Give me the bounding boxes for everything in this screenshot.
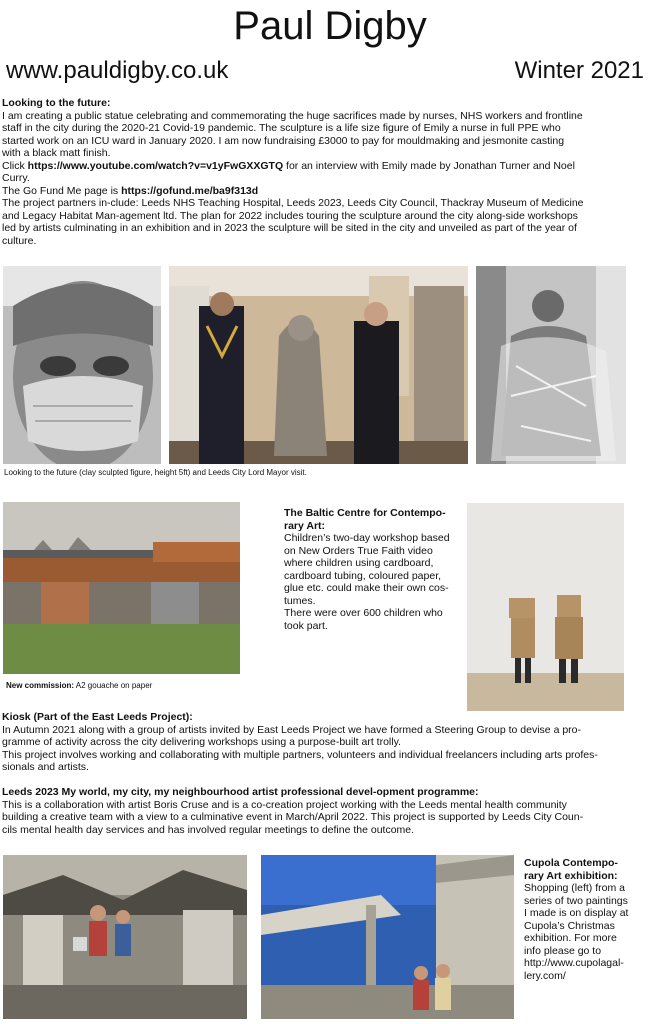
cupola-line: Cupola’s Christmas [524,919,615,932]
baltic-line: on New Orders True Faith video [284,544,433,557]
baltic-line: glue etc. could make their own cos- [284,582,449,594]
sculpture-face-photo [3,266,161,464]
cupola-line: Shopping (left) from a [524,882,625,894]
baltic-line: Children’s two-day workshop based [284,532,450,544]
future-section [2,97,652,247]
partners-line: and Legacy Habitat Man-agement ltd. The plan for 2022 includes touring the sculpture around the city along-side workshops [2,209,578,222]
gofund-link[interactable]: https://gofund.me/ba9f313d [121,184,259,197]
wrapped-sculpture-photo [476,266,626,464]
leeds2023-line: This is a collaboration with artist Boris Cruse and is a co-creation project working with the Leeds mental health community [2,798,567,811]
baltic-heading: The Baltic Centre for Contempo- [284,507,446,519]
future-caption: Looking to the future (clay sculpted figure, height 5ft) and Leeds City Lord Mayor visit. [4,468,307,477]
baltic-line: took part. [284,619,328,632]
leeds2023-line: cils mental health day services and has involved regular meetings to define the outcome. [2,823,415,836]
future-heading: Looking to the future: [2,97,111,109]
new-commission-painting [3,502,240,674]
leeds2023-section [2,786,652,836]
baltic-section [284,507,462,632]
future-line: started work on an ICU ward in January 2020. I am now fundraising £3000 to pay for mouldmaking and jesmonite casting [2,134,565,147]
cardboard-costume-photo [467,503,624,711]
future-line: staff in the city during the 2020-21 Covid-19 pandemic. The sculpture is a life size figure of Emily a nurse in full PPE who [2,122,561,134]
kiosk-heading: Kiosk (Part of the East Leeds Project): [2,711,193,723]
partners-line: led by artists culminating in an exhibition and in 2023 the sculpture will be sited in the city and unveiled as part of the year of [2,222,577,234]
baltic-line: tumes. [284,594,316,607]
shopping-painting [3,855,247,1019]
click-line: Click https://www.youtube.com/watch?v=v1yFwGXXGTQ for an interview with Emily made by Jonathan Turner and Noel [2,159,575,172]
page-title: Paul Digby [233,4,427,48]
kiosk-line: gramme of activity across the city delivering workshops using a purpose-built art trolly. [2,736,401,748]
lord-mayor-visit-photo [169,266,468,464]
partners-line: The project partners in-clude: Leeds NHS Teaching Hospital, Leeds 2023, Leeds City Council, Thackray Museum of Medicine [2,197,584,209]
baltic-line: cardboard tubing, coloured paper, [284,569,442,582]
cupola-line: info please go to [524,944,602,957]
cupola-section [524,857,654,982]
website-url[interactable]: www.pauldigby.co.uk [6,57,229,84]
kiosk-line: This project involves working and collaborating with multiple partners, volunteers and individual freelancers including arts profes- [2,748,598,761]
cupola-link[interactable]: http://www.cupolagal- [524,957,624,969]
second-cupola-painting [261,855,514,1019]
kiosk-line: In Autumn 2021 along with a group of artists invited by East Leeds Project we have formed a Steering Group to devise a pro- [2,723,581,736]
partners-line: culture. [2,234,37,247]
future-line: with a black matt finish. [2,147,111,159]
gofund-line: The Go Fund Me page is https://gofund.me/ba9f313d [2,184,259,197]
future-line: I am creating a public statue celebrating and commemorating the huge sacrifices made by nurses, NHS workers and frontline [2,109,583,122]
baltic-heading: rary Art: [284,519,326,532]
cupola-line: I made is on display at [524,907,629,919]
baltic-line: where children using cardboard, [284,557,434,569]
cupola-link[interactable]: lery.com/ [524,969,566,982]
kiosk-line: sionals and artists. [2,761,89,773]
cupola-heading: rary Art exhibition: [524,869,618,882]
cupola-line: series of two paintings [524,894,628,907]
leeds2023-line: building a creative team with a view to a culminative event in March/April 2022. This project is supported by Leeds City Coun- [2,811,584,823]
leeds2023-heading: Leeds 2023 My world, my city, my neighbourhood artist professional devel-opment programme: [2,786,479,798]
edition-label: Winter 2021 [514,57,644,84]
cupola-line: exhibition. For more [524,932,617,944]
youtube-link[interactable]: https://www.youtube.com/watch?v=v1yFwGXXGTQ [27,159,284,172]
cupola-heading: Cupola Contempo- [524,857,618,869]
click-line-2: Curry. [2,172,30,184]
commission-caption: New commission: A2 gouache on paper [6,681,153,690]
kiosk-section [2,711,652,774]
baltic-line: There were over 600 children who [284,607,443,619]
